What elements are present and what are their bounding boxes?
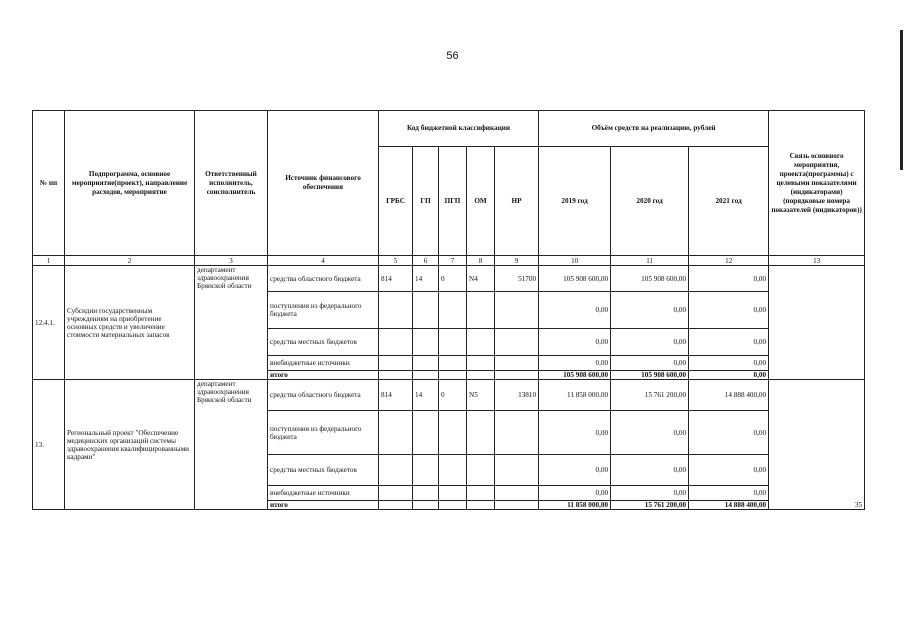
column-number: 5 [379, 256, 413, 266]
amount-2021: 0,00 [689, 329, 769, 356]
nr-code [495, 455, 539, 486]
column-number: 10 [539, 256, 611, 266]
column-number: 2 [65, 256, 195, 266]
nr-code [495, 356, 539, 371]
header-budget-classification: Код бюджетной классификации [379, 111, 539, 147]
budget-table [32, 110, 865, 510]
gp-code: 14 [413, 380, 439, 411]
grbs-code [379, 486, 413, 501]
page-number: 56 [446, 50, 459, 62]
amount-2021: 0,00 [689, 356, 769, 371]
amount-2019: 0,00 [539, 329, 611, 356]
amount-2019: 11 858 000,00 [539, 380, 611, 411]
grbs-code [379, 292, 413, 329]
amount-2021: 0,00 [689, 455, 769, 486]
column-number: 9 [495, 256, 539, 266]
amount-2020: 15 761 200,00 [611, 380, 689, 411]
gp-code [413, 356, 439, 371]
row-number: 13. [33, 380, 65, 510]
amount-2020: 105 908 600,00 [611, 266, 689, 292]
table-row [33, 380, 865, 411]
pgp-code [439, 486, 467, 501]
funding-source: внебюджетные источники [268, 356, 379, 371]
header-pgp: ПГП [439, 147, 467, 256]
amount-2021: 0,00 [689, 266, 769, 292]
funding-source: средства местных бюджетов [268, 455, 379, 486]
grbs-code [379, 501, 413, 510]
total-2019: 105 908 600,00 [539, 371, 611, 380]
gp-code [413, 501, 439, 510]
funding-source: поступления из федерального бюджета [268, 411, 379, 455]
row-number: 12.4.1. [33, 266, 65, 380]
gp-code [413, 329, 439, 356]
header-gp: ГП [413, 147, 439, 256]
pgp-code [439, 411, 467, 455]
grbs-code: 814 [379, 380, 413, 411]
amount-2019: 0,00 [539, 486, 611, 501]
column-number: 13 [769, 256, 865, 266]
om-code [467, 486, 495, 501]
measure-name: Субсидии государственным учреждениям на приобретение основных средств и увеличение стоимости материальных запасов [65, 266, 195, 380]
amount-2019: 0,00 [539, 455, 611, 486]
grbs-code [379, 329, 413, 356]
responsible-executor: департамент здравоохранения Брянской области [195, 380, 268, 510]
measure-name: Региональный проект "Обеспечение медицинских организаций системы здравоохранения квалифицированными кадрами" [65, 380, 195, 510]
om-code: N4 [467, 266, 495, 292]
amount-2021: 0,00 [689, 292, 769, 329]
column-number: 12 [689, 256, 769, 266]
om-code [467, 292, 495, 329]
grbs-code [379, 411, 413, 455]
margin-mark [900, 30, 903, 170]
amount-2019: 0,00 [539, 292, 611, 329]
grbs-code [379, 356, 413, 371]
column-number: 4 [268, 256, 379, 266]
header-volume: Объём средств на реализацию, рублей [539, 111, 769, 147]
header-source: Источник финансового обеспечения [268, 111, 379, 256]
header-subprogram: Подпрограмма, основное мероприятие(проект), направление расходов, мероприятие [65, 111, 195, 256]
total-2020: 105 908 600,00 [611, 371, 689, 380]
amount-2020: 0,00 [611, 329, 689, 356]
om-code: N5 [467, 380, 495, 411]
header-year-2019: 2019 год [539, 147, 611, 256]
om-code [467, 411, 495, 455]
funding-source: средства областного бюджета [268, 266, 379, 292]
header-grbs: ГРБС [379, 147, 413, 256]
nr-code [495, 501, 539, 510]
pgp-code [439, 455, 467, 486]
nr-code [495, 411, 539, 455]
header-link: Связь основного мероприятия, проекта(программы) с целевыми показателями (индикаторами) (порядковые номера показателей (индикаторов)) [769, 111, 865, 256]
funding-source: итого [268, 501, 379, 510]
header-num: № пп [33, 111, 65, 256]
table-row [33, 266, 865, 292]
column-number-row [33, 256, 865, 266]
total-2020: 15 761 200,00 [611, 501, 689, 510]
pgp-code [439, 292, 467, 329]
gp-code [413, 292, 439, 329]
amount-2019: 105 908 600,00 [539, 266, 611, 292]
amount-2021: 0,00 [689, 486, 769, 501]
column-number: 8 [467, 256, 495, 266]
pgp-code [439, 329, 467, 356]
nr-code [495, 292, 539, 329]
amount-2019: 0,00 [539, 411, 611, 455]
pgp-code: 0 [439, 266, 467, 292]
indicator-link: 35 [769, 380, 865, 510]
column-number: 7 [439, 256, 467, 266]
amount-2020: 0,00 [611, 292, 689, 329]
header-nr: НР [495, 147, 539, 256]
total-2021: 0,00 [689, 371, 769, 380]
indicator-link [769, 266, 865, 380]
nr-code [495, 371, 539, 380]
amount-2021: 0,00 [689, 411, 769, 455]
gp-code [413, 371, 439, 380]
gp-code [413, 411, 439, 455]
om-code [467, 356, 495, 371]
om-code [467, 329, 495, 356]
total-2019: 11 858 000,00 [539, 501, 611, 510]
om-code [467, 371, 495, 380]
total-2021: 14 888 400,00 [689, 501, 769, 510]
nr-code: 51700 [495, 266, 539, 292]
header-responsible: Ответственный исполнитель, соисполнитель [195, 111, 268, 256]
column-number: 6 [413, 256, 439, 266]
funding-source: средства местных бюджетов [268, 329, 379, 356]
funding-source: средства областного бюджета [268, 380, 379, 411]
om-code [467, 501, 495, 510]
amount-2020: 0,00 [611, 411, 689, 455]
nr-code [495, 329, 539, 356]
pgp-code: 0 [439, 380, 467, 411]
grbs-code [379, 455, 413, 486]
column-number: 3 [195, 256, 268, 266]
om-code [467, 455, 495, 486]
column-number: 11 [611, 256, 689, 266]
column-number: 1 [33, 256, 65, 266]
nr-code: 13810 [495, 380, 539, 411]
pgp-code [439, 501, 467, 510]
pgp-code [439, 371, 467, 380]
gp-code [413, 486, 439, 501]
funding-source: поступления из федерального бюджета [268, 292, 379, 329]
pgp-code [439, 356, 467, 371]
amount-2020: 0,00 [611, 455, 689, 486]
gp-code [413, 455, 439, 486]
amount-2021: 14 888 400,00 [689, 380, 769, 411]
funding-source: итого [268, 371, 379, 380]
responsible-executor: департамент здравоохранения Брянской области [195, 266, 268, 380]
header-year-2020: 2020 год [611, 147, 689, 256]
header-year-2021: 2021 год [689, 147, 769, 256]
nr-code [495, 486, 539, 501]
amount-2020: 0,00 [611, 356, 689, 371]
funding-source: внебюджетные источники [268, 486, 379, 501]
grbs-code: 814 [379, 266, 413, 292]
amount-2019: 0,00 [539, 356, 611, 371]
grbs-code [379, 371, 413, 380]
amount-2020: 0,00 [611, 486, 689, 501]
gp-code: 14 [413, 266, 439, 292]
header-om: ОМ [467, 147, 495, 256]
